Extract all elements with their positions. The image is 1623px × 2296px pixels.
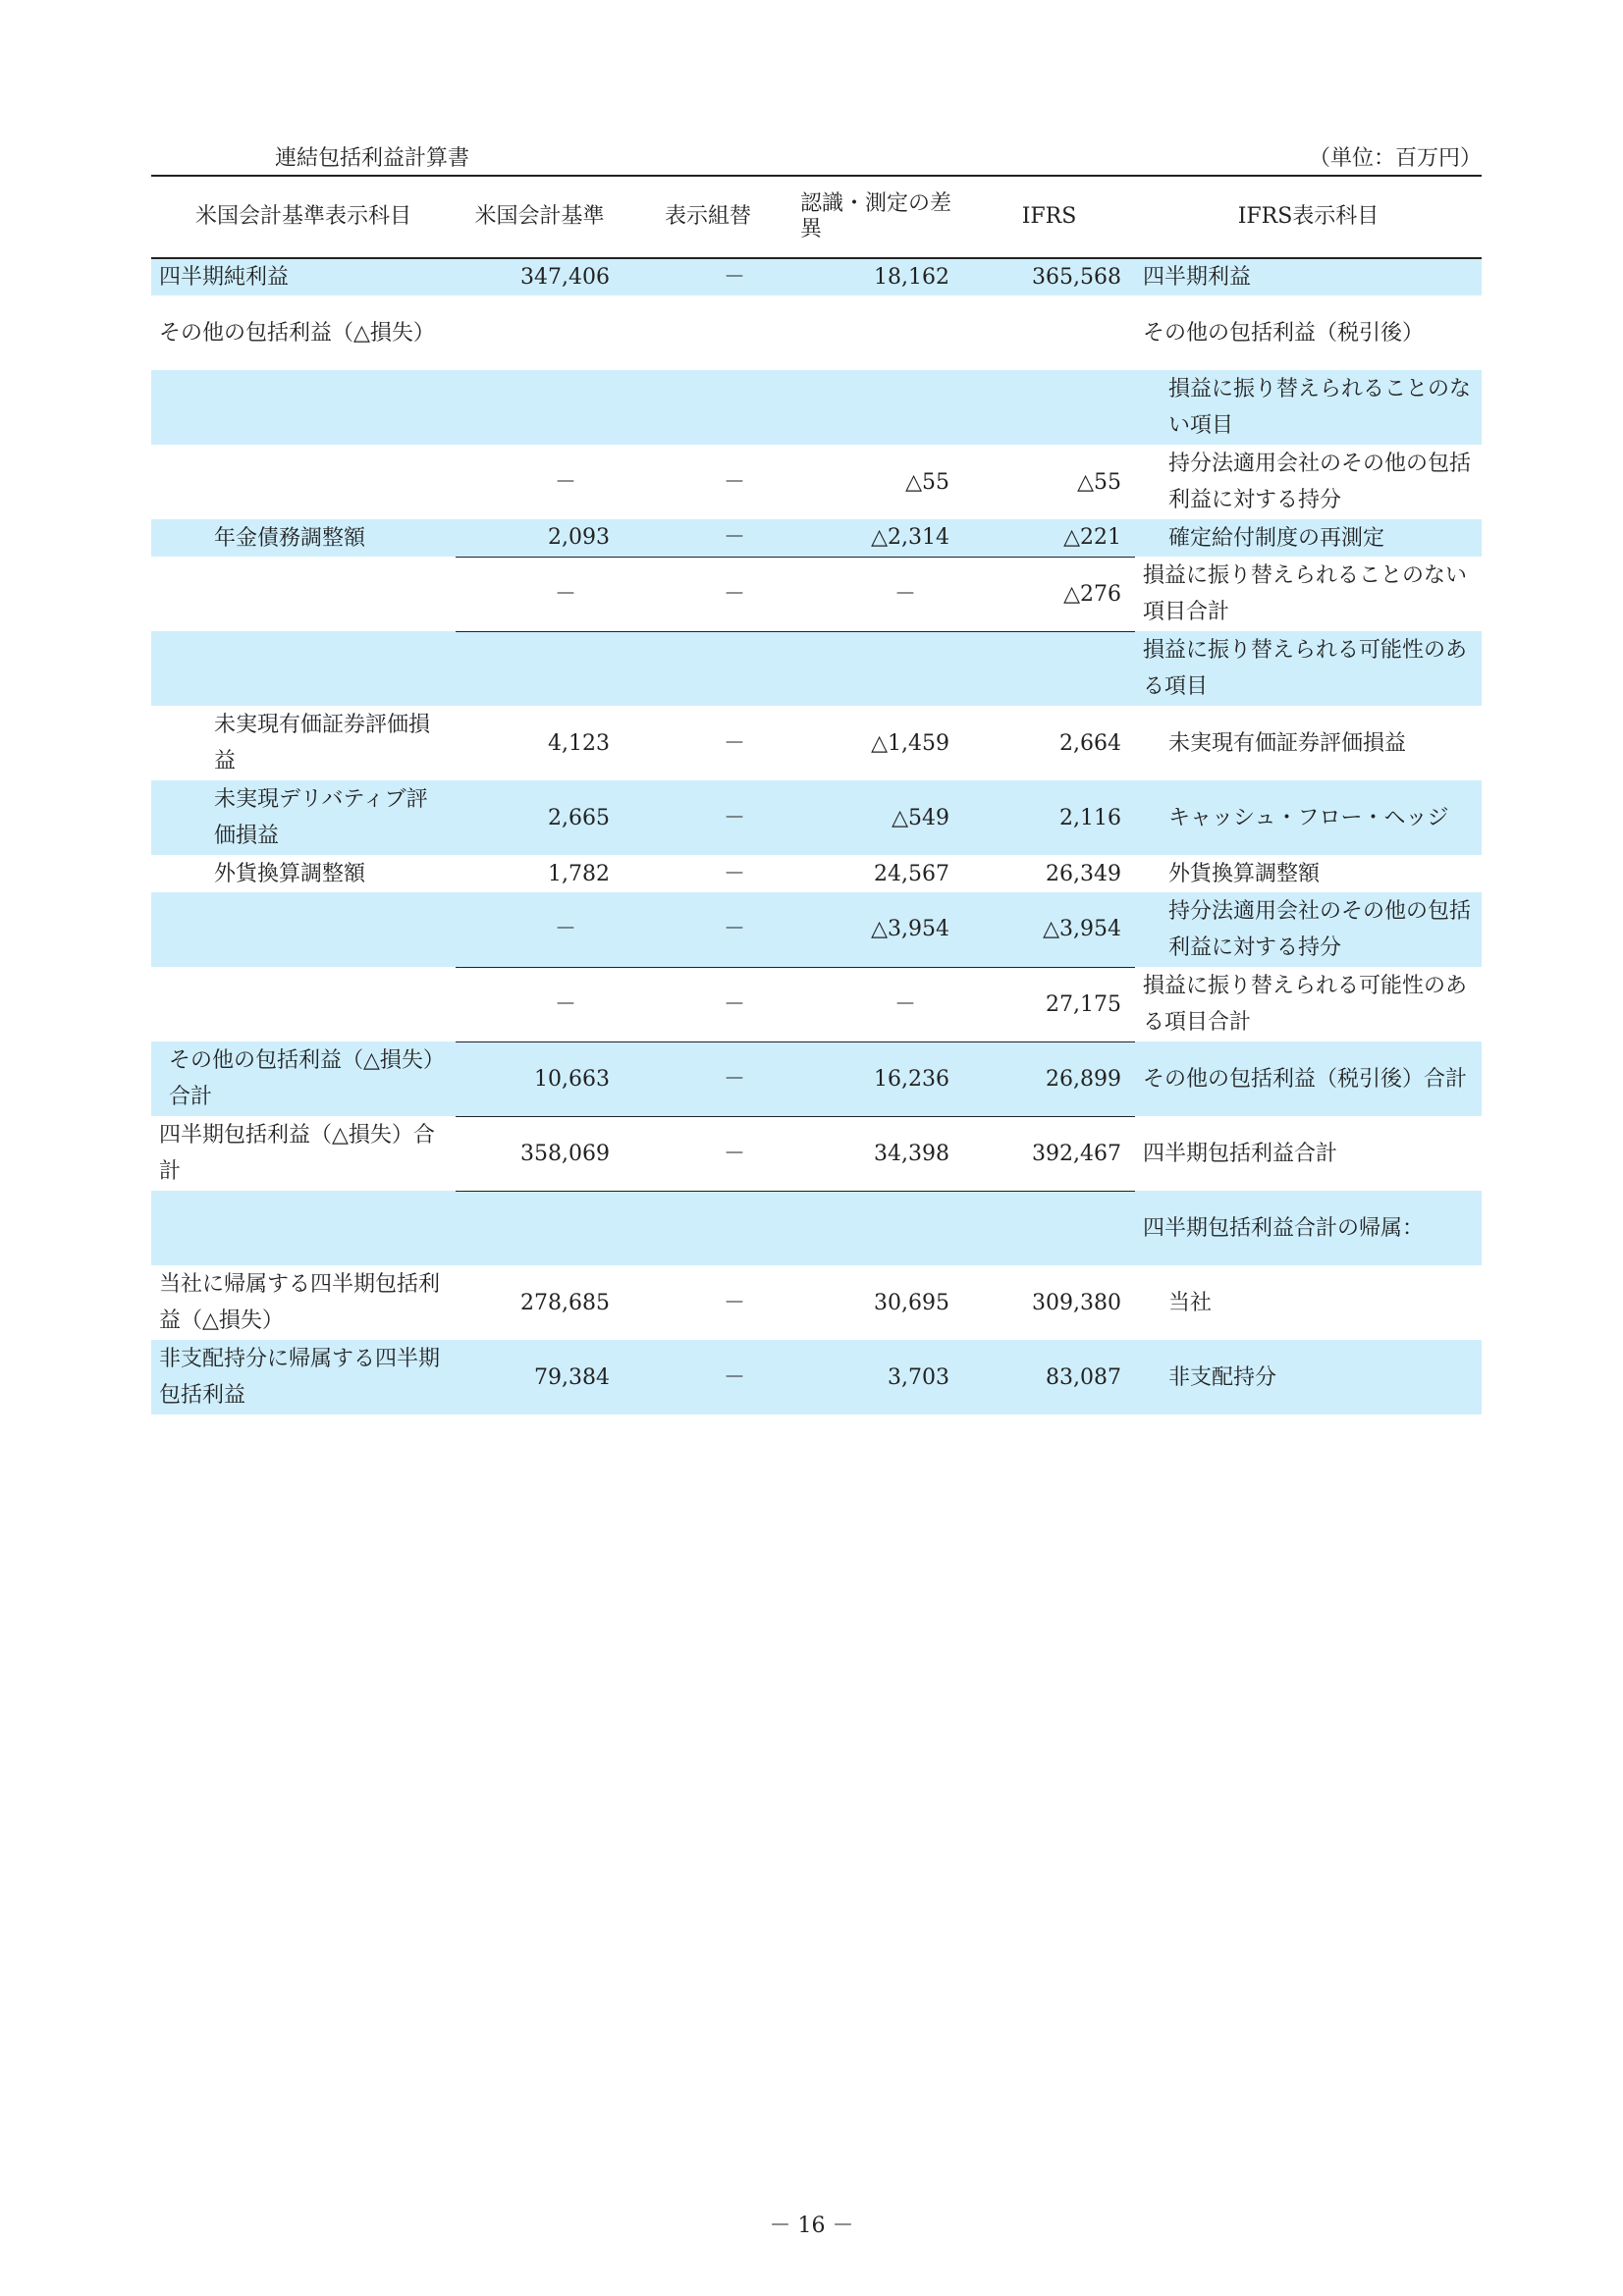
ifrs-cell: 309,380 (1032, 1290, 1121, 1315)
us-gaap-cell: 358,069 (456, 1116, 623, 1191)
header-ifrs-item: IFRS表示科目 (1135, 176, 1482, 258)
table-row (151, 967, 1482, 1041)
table-row (151, 370, 1482, 445)
ifrs-cell (963, 1191, 1135, 1265)
ifrs-item-cell: 四半期包括利益合計の帰属： (1143, 1215, 1425, 1241)
us-item-cell: 当社に帰属する四半期包括利益（△損失） (159, 1272, 441, 1333)
us-item-cell: 未実現有価証券評価損益 (214, 713, 431, 774)
ifrs-item-cell: 確定給付制度の再測定 (1168, 525, 1385, 551)
diff-cell: 34,398 (792, 1116, 963, 1191)
ifrs-item-cell: 持分法適用会社のその他の包括利益に対する持分 (1168, 452, 1472, 512)
us-item-cell (151, 892, 456, 967)
ifrs-cell: 83,087 (1046, 1364, 1121, 1390)
header-ifrs: IFRS (963, 176, 1135, 258)
us-gaap-cell (456, 295, 623, 370)
us-item-cell: 四半期純利益 (159, 265, 290, 290)
ifrs-cell: 2,116 (1059, 805, 1121, 830)
diff-cell: △55 (905, 469, 949, 495)
ifrs-cell (963, 295, 1135, 370)
table-row (151, 1340, 1482, 1415)
ifrs-item-cell: 外貨換算調整額 (1168, 861, 1321, 886)
header-us-gaap: 米国会計基準 (456, 176, 623, 258)
ifrs-item-cell: 当社 (1168, 1290, 1213, 1315)
us-gaap-cell: 1,782 (548, 861, 610, 886)
ifrs-item-cell: 損益に振り替えられることのない項目合計 (1143, 563, 1468, 624)
page-number: － 16 － (769, 2214, 854, 2238)
ifrs-cell: △276 (963, 557, 1135, 631)
us-gaap-cell: 2,093 (548, 525, 610, 551)
ifrs-cell: △3,954 (1043, 917, 1121, 942)
table-row (151, 557, 1482, 631)
reclass-cell (623, 1191, 792, 1265)
diff-cell (792, 370, 963, 445)
table-row (151, 295, 1482, 370)
table-row (151, 258, 1482, 295)
table-row (151, 706, 1482, 780)
diff-cell: － (792, 557, 963, 631)
us-gaap-cell (456, 1191, 623, 1265)
diff-cell: 16,236 (792, 1041, 963, 1116)
ifrs-cell: 392,467 (963, 1116, 1135, 1191)
us-gaap-cell (456, 370, 623, 445)
us-item-cell (151, 967, 456, 1041)
header-row (151, 176, 1482, 258)
reclass-cell: － (623, 557, 792, 631)
us-gaap-cell: － (456, 557, 623, 631)
diff-cell: 30,695 (874, 1290, 949, 1315)
us-gaap-cell: 4,123 (548, 730, 610, 756)
ifrs-item-cell: キャッシュ・フロー・ヘッジ (1168, 805, 1449, 830)
diff-cell: △1,459 (871, 730, 949, 756)
reclass-cell: － (723, 1290, 745, 1315)
ifrs-cell: 26,349 (1046, 861, 1121, 886)
table-row (151, 780, 1482, 855)
reclass-cell: － (623, 1041, 792, 1116)
us-gaap-cell: － (554, 469, 576, 495)
ifrs-cell: △221 (1063, 525, 1121, 551)
us-item-cell: 四半期包括利益（△損失）合計 (159, 1123, 435, 1184)
reclass-cell: － (723, 469, 745, 495)
reclass-cell: － (723, 525, 745, 551)
table-row (151, 892, 1482, 967)
diff-cell (792, 1191, 963, 1265)
reclass-cell: － (723, 1364, 745, 1390)
us-item-cell: その他の包括利益（△損失） (159, 320, 435, 346)
ifrs-cell (963, 631, 1135, 706)
diff-cell: 18,162 (874, 265, 949, 290)
ifrs-item-cell: 四半期包括利益合計 (1143, 1141, 1338, 1166)
ifrs-item-cell: 四半期利益 (1143, 265, 1252, 290)
us-item-cell (151, 557, 456, 631)
us-item-cell (151, 1191, 456, 1265)
reclass-cell: － (723, 805, 745, 830)
ifrs-cell: 26,899 (963, 1041, 1135, 1116)
diff-cell (792, 631, 963, 706)
us-gaap-cell: － (456, 967, 623, 1041)
us-gaap-cell: 347,406 (520, 265, 610, 290)
us-gaap-cell: 79,384 (534, 1364, 610, 1390)
diff-cell: 24,567 (874, 861, 949, 886)
table-row (151, 1191, 1482, 1265)
ifrs-item-cell: 損益に振り替えられる可能性のある項目合計 (1143, 974, 1468, 1035)
us-gaap-cell (456, 631, 623, 706)
ifrs-cell (963, 370, 1135, 445)
header-reclass: 表示組替 (623, 176, 792, 258)
comprehensive-income-table (151, 175, 1482, 1415)
ifrs-cell: 365,568 (1032, 265, 1121, 290)
reclass-cell: － (623, 967, 792, 1041)
unit-label: （単位：百万円） (1308, 146, 1482, 171)
diff-cell: 3,703 (888, 1364, 949, 1390)
us-item-cell (151, 370, 456, 445)
us-gaap-cell: 278,685 (520, 1290, 610, 1315)
ifrs-cell: 27,175 (963, 967, 1135, 1041)
statement-title: 連結包括利益計算書 (275, 146, 470, 171)
us-item-cell: 外貨換算調整額 (214, 861, 366, 886)
table-row (151, 855, 1482, 892)
ifrs-item-cell: 損益に振り替えられる可能性のある項目 (1143, 638, 1468, 699)
ifrs-item-cell: その他の包括利益（税引後） (1143, 320, 1425, 346)
us-item-cell: 年金債務調整額 (214, 525, 366, 551)
us-item-cell (151, 631, 456, 706)
reclass-cell: － (723, 861, 745, 886)
ifrs-cell: △55 (1077, 469, 1121, 495)
ifrs-cell: 2,664 (1059, 730, 1121, 756)
ifrs-item-cell: その他の包括利益（税引後）合計 (1143, 1066, 1468, 1092)
diff-cell: － (792, 967, 963, 1041)
table-row (151, 519, 1482, 557)
reclass-cell: － (723, 730, 745, 756)
table-row (151, 1041, 1482, 1116)
header-diff: 認識・測定の差異 (792, 176, 963, 258)
us-gaap-cell: 10,663 (456, 1041, 623, 1116)
us-item-cell: その他の包括利益（△損失）合計 (169, 1048, 445, 1109)
reclass-cell: － (723, 917, 745, 942)
ifrs-item-cell: 損益に振り替えられることのない項目 (1168, 377, 1472, 438)
reclass-cell: － (623, 1116, 792, 1191)
us-gaap-cell: 2,665 (548, 805, 610, 830)
reclass-cell (623, 370, 792, 445)
diff-cell (792, 295, 963, 370)
statement-caption (151, 137, 1482, 175)
us-gaap-cell: － (554, 917, 576, 942)
diff-cell: △3,954 (871, 917, 949, 942)
us-item-cell (151, 445, 456, 519)
ifrs-item-cell: 未実現有価証券評価損益 (1168, 730, 1407, 756)
reclass-cell (623, 295, 792, 370)
us-item-cell: 未実現デリバティブ評価損益 (214, 787, 428, 848)
table-row (151, 1116, 1482, 1191)
diff-cell: △549 (892, 805, 949, 830)
us-item-cell: 非支配持分に帰属する四半期包括利益 (159, 1347, 441, 1408)
diff-cell: △2,314 (871, 525, 949, 551)
reclass-cell (623, 631, 792, 706)
ifrs-item-cell: 非支配持分 (1168, 1364, 1277, 1390)
table-row (151, 445, 1482, 519)
table-row (151, 631, 1482, 706)
ifrs-item-cell: 持分法適用会社のその他の包括利益に対する持分 (1168, 899, 1472, 960)
table-row (151, 1265, 1482, 1340)
reclass-cell: － (723, 265, 745, 290)
header-us-item: 米国会計基準表示科目 (151, 176, 456, 258)
